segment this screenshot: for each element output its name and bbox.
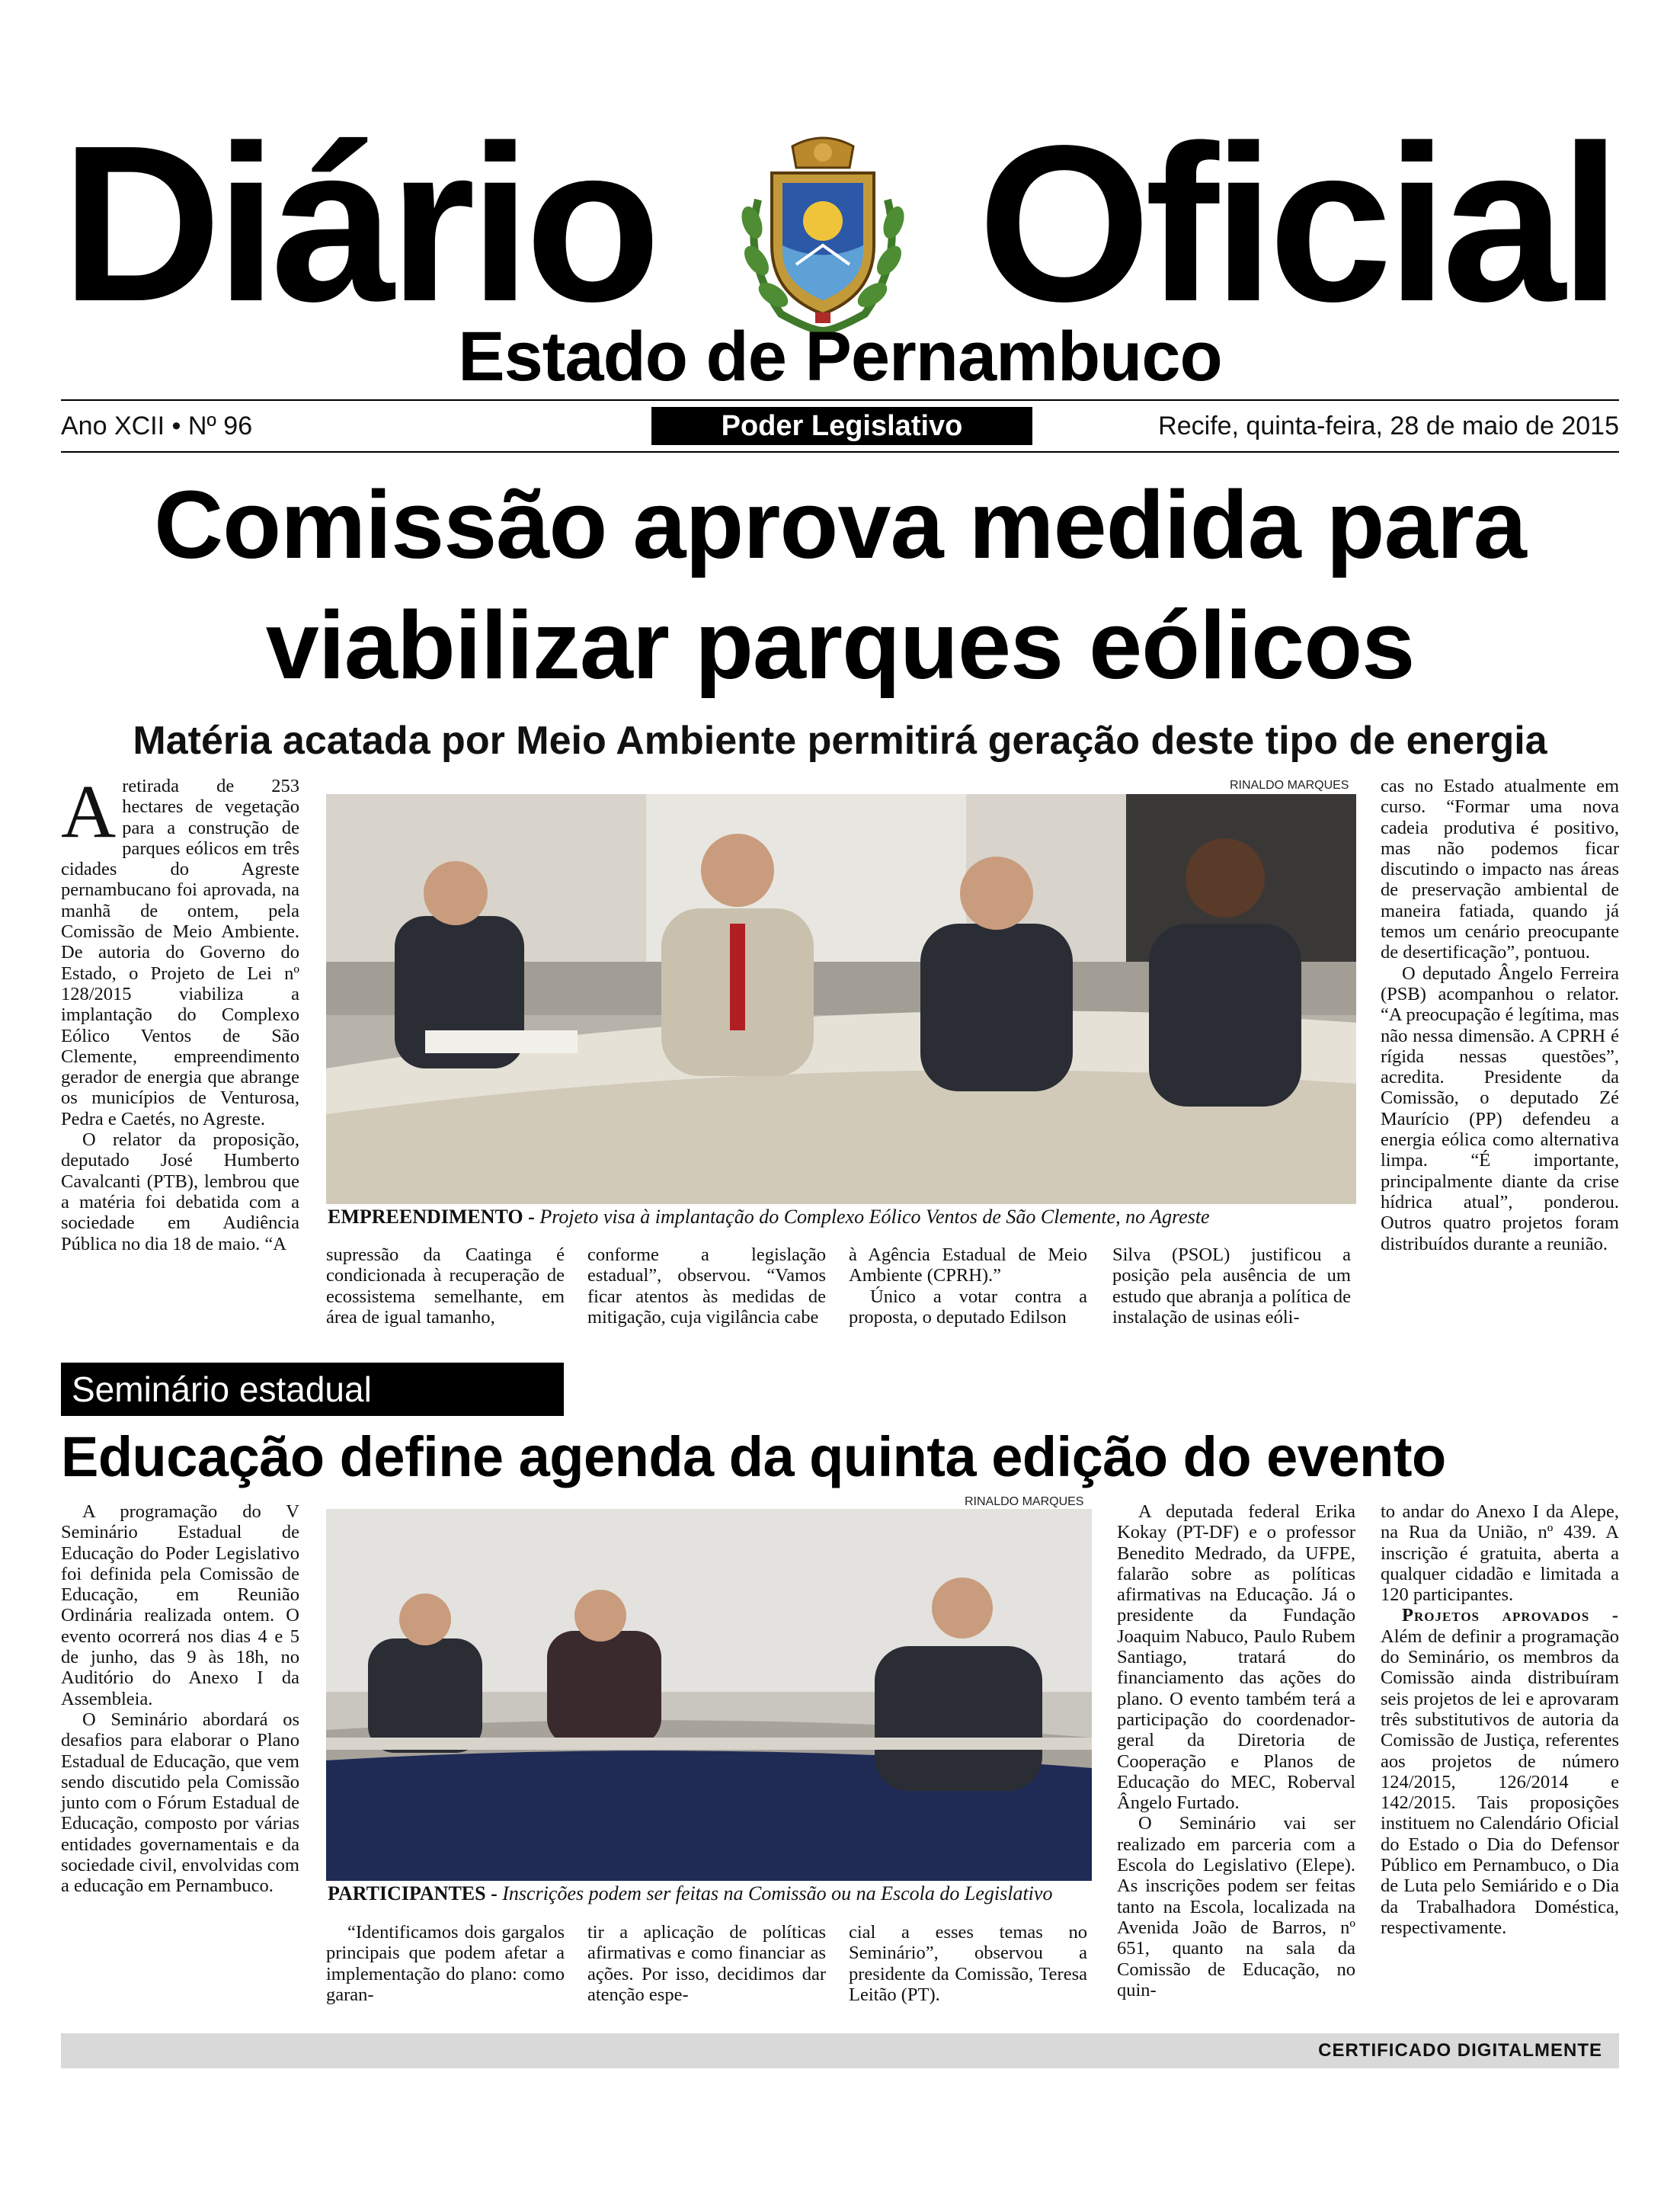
lead-col4-p2: Único a votar contra a proposta, o deputado Edilson: [849, 1286, 1087, 1328]
lead-column-5: [1112, 1244, 1351, 1328]
subsection-label: Projetos aprovados -: [1402, 1605, 1619, 1626]
footer-bar: [61, 2033, 1619, 2068]
second-photo-credit: RINALDO MARQUES: [965, 1495, 1084, 1508]
bottom-rule: [61, 451, 1619, 453]
masthead-title-right: Oficial: [978, 99, 1615, 348]
second-photo: [326, 1509, 1092, 1881]
second-col6-p2: [1381, 1605, 1619, 1938]
lead-column-2: [326, 1244, 565, 1328]
second-col6-p2-text: Além de definir a programação do Seminário, os membros da Comissão ainda distribuíram seis projetos de lei e aprovaram três substitutivos de autoria da Comissão de Justiça, referentes aos projetos de número 124/2015, 126/2014 e 142/2015. Tais proposições instituem no Calendário Oficial do Estado o Dia do Defensor Público em Pernambuco, o Dia de Luta pelo Semiárido e o Dia da Trabalhadora Doméstica, respectivamente.: [1381, 1626, 1619, 1938]
lead-col6-p2: O deputado Ângelo Ferreira (PSB) acompanhou o relator. “A preocupação é legítima, mas não nessa dimensão. A CPRH é rígida nessas questões”, acredita. Presidente da Comissão, o deputado Zé Maurício (PP) defendeu a energia eólica como alternativa limpa. “É importante, principalmente diante da crise hídrica atual”, ponderou. Outros quatro projetos foram distribuídos durante a reunião.: [1381, 963, 1619, 1254]
lead-column-4: [849, 1244, 1087, 1328]
second-headline: Educação define agenda da quinta edição do evento: [61, 1425, 1446, 1488]
lead-caption-label: EMPREENDIMENTO -: [328, 1206, 535, 1228]
second-col3-text: tir a aplicação de políticas afirmativas e como financiar as ações. Por isso, decidimos dar atenção espe-: [587, 1922, 826, 2005]
info-bar: [61, 404, 1619, 448]
section-badge: Poder Legislativo: [651, 407, 1032, 445]
masthead-subtitle: Estado de Pernambuco: [458, 318, 1222, 396]
lead-col1-text: retirada de 253 hectares de vegetação para a construção de parques eólicos em três cidades do Agreste pernambucano foi aprovada, na manhã de ontem, pela Comissão de Meio Ambiente. De autoria do Governo do Estado, o Projeto de Lei nº 128/2015 viabiliza a implantação do Complexo Eólico Ventos de São Clemente, empreendimento gerador de energia que abrange os municípios de Venturosa, Pedra e Caetés, no Agreste.: [61, 776, 299, 1129]
lead-col4-p1: à Agência Estadual de Meio Ambiente (CPRH).”: [849, 1244, 1087, 1286]
lead-caption: [328, 1206, 1210, 1228]
certification-label: CERTIFICADO DIGITALMENTE: [1318, 2040, 1602, 2061]
coat-of-arms-icon: [735, 131, 910, 335]
second-caption: [328, 1882, 1052, 1905]
lead-col3-text: conforme a legislação estadual”, observou. “Vamos ficar atentos às medidas de mitigação, cuja vigilância cabe: [587, 1244, 826, 1328]
second-column-5: [1117, 1501, 1355, 2000]
second-col4-text: cial a esses temas no Seminário”, observou a presidente da Comissão, Teresa Leitão (PT).: [849, 1922, 1087, 2005]
second-col1-p1: A programação do V Seminário Estadual de Educação do Poder Legislativo foi definida pela Comissão de Educação, em Reunião Ordinária realizada ontem. O evento ocorrerá nos dias 4 e 5 de junho, das 9 às 18h, no Auditório do Anexo I da Assembleia.: [61, 1501, 299, 1709]
lead-col5-text: Silva (PSOL) justificou a posição pela ausência de um estudo que abranja a política de instalação de usinas eóli-: [1112, 1244, 1351, 1328]
second-column-6: [1381, 1501, 1619, 1938]
lead-caption-text: Projeto visa à implantação do Complexo Eólico Ventos de São Clemente, no Agreste: [539, 1206, 1210, 1228]
lead-photo-credit: RINALDO MARQUES: [1230, 779, 1349, 792]
second-caption-text: Inscrições podem ser feitas na Comissão ou na Escola do Legislativo: [502, 1882, 1053, 1904]
publication-date: Recife, quinta-feira, 28 de maio de 2015: [1158, 412, 1619, 440]
lead-column-1: [61, 769, 299, 1254]
edition-number: Ano XCII • Nº 96: [61, 412, 253, 440]
lead-headline: Comissão aprova medida para viabilizar parques eólicos: [154, 471, 1526, 699]
lead-col6-p1: cas no Estado atualmente em curso. “Formar uma nova cadeia produtiva é positivo, mas não podemos ficar discutindo o impacto nas áreas de preservação ambiental de maneira fatiada, quando já temos um cenário preocupante de desertificação”, pontuou.: [1381, 776, 1619, 963]
lead-col2-text: supressão da Caatinga é condicionada à recuperação de ecossistema semelhante, em área de igual tamanho,: [326, 1244, 565, 1328]
second-col5-p2: O Seminário vai ser realizado em parceria com a Escola do Legislativo (Elepe). As inscrições podem ser feitas tanto na Escola, localizada na Avenida João de Barros, nº 651, quanto na sala da Comissão de Educação, no quin-: [1117, 1813, 1355, 2000]
lead-photo: [326, 794, 1356, 1204]
second-col6-p1: to andar do Anexo I da Alepe, na Rua da União, nº 439. A inscrição é gratuita, aberta a qualquer cidadão e limitada a 120 participantes.: [1381, 1501, 1619, 1606]
drop-cap: A: [61, 769, 117, 854]
second-column-2: [326, 1922, 565, 2005]
second-column-4: [849, 1922, 1087, 2005]
second-col5-p1: A deputada federal Erika Kokay (PT-DF) e o professor Benedito Medrado, da UFPE, falarão sobre as políticas afirmativas na Educação. Já o presidente da Fundação Joaquim Nabuco, Paulo Rubem Santiago, tratará do financiamento das ações do plano. O evento também terá a participação do coordenador-geral da Diretoria de Cooperação e Planos de Educação do MEC, Roberval Ângelo Furtado.: [1117, 1501, 1355, 1814]
lead-column-6: [1381, 776, 1619, 1254]
lead-deck: Matéria acatada por Meio Ambiente permitirá geração deste tipo de energia: [133, 719, 1547, 763]
second-col2-text: “Identificamos dois gargalos principais que podem afetar a implementação do plano: como garan-: [326, 1922, 565, 2005]
lead-paragraph: [61, 769, 299, 1129]
masthead-title: [61, 99, 1615, 348]
second-col1-p2: O Seminário abordará os desafios para elaborar o Plano Estadual de Educação, que vem sendo discutido pela Comissão junto com o Fórum Estadual de Educação, composto por várias entidades governamentais e da sociedade civil, envolvidas com a educação em Pernambuco.: [61, 1709, 299, 1897]
second-caption-label: PARTICIPANTES -: [328, 1882, 498, 1904]
second-column-3: [587, 1922, 826, 2005]
second-column-1: [61, 1501, 299, 1897]
top-rule: [61, 399, 1619, 401]
lead-col1-p2: O relator da proposição, deputado José Humberto Cavalcanti (PTB), lembrou que a matéria foi debatida com a sociedade em Audiência Pública no dia 18 de maio. “A: [61, 1129, 299, 1254]
masthead-title-left: Diário: [61, 99, 655, 348]
second-kicker: Seminário estadual: [61, 1363, 564, 1416]
lead-column-3: [587, 1244, 826, 1328]
